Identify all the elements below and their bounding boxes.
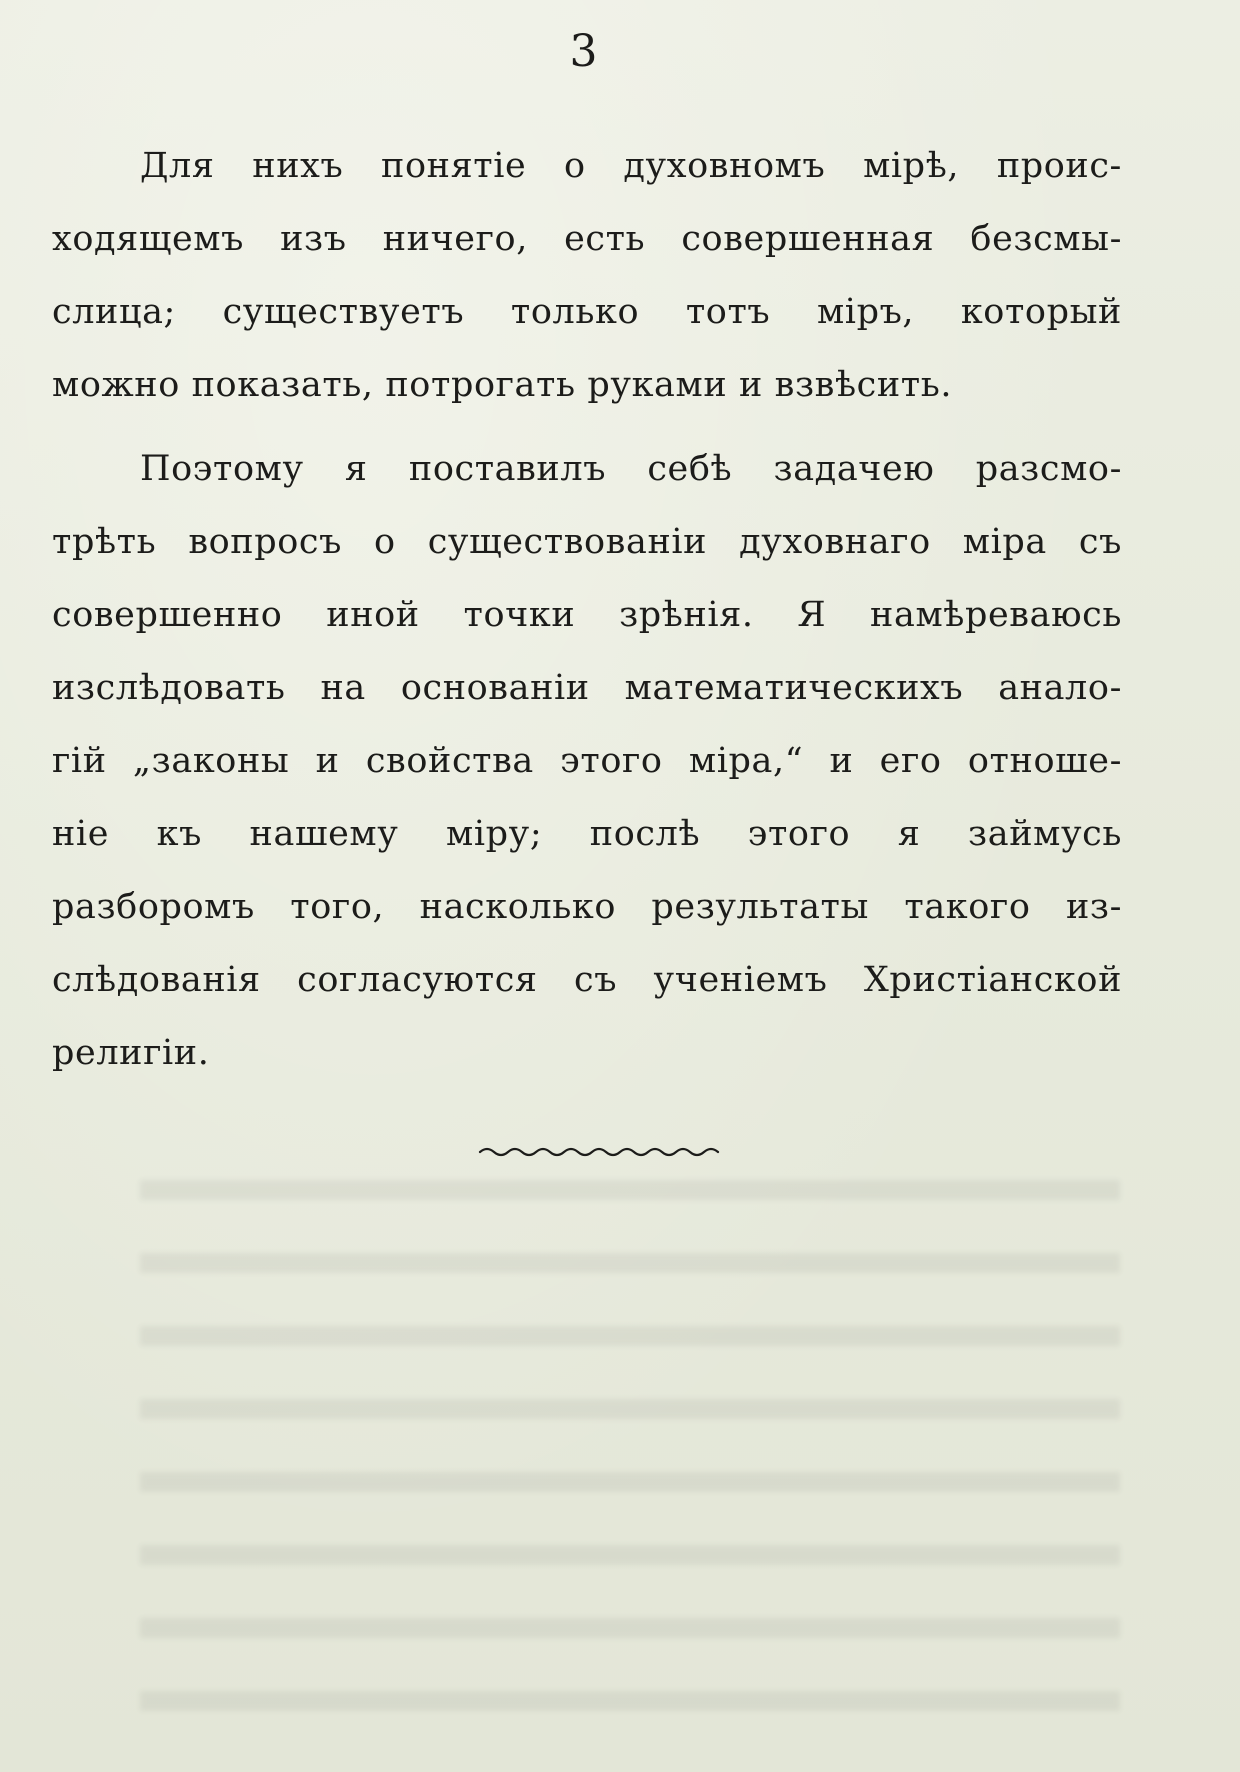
page-number: 3 [569,26,598,77]
wavy-separator-ornament [478,1140,721,1164]
show-through-background [140,1180,1120,1740]
paragraph-2 [52,433,1122,1090]
text-line: можно показать, потрогать руками и взвѣсить. [52,365,953,405]
text-line: трѣть вопросъ о существованіи духовнаго міра съ [52,522,1122,562]
text-line: разборомъ того, насколько результаты такого из- [52,887,1122,927]
text-line: слица; существуетъ только тотъ міръ, который [52,292,1122,332]
text-line: Для нихъ понятіе о духовномъ мірѣ, проис- [140,146,1122,186]
text-line: религіи. [52,1033,210,1073]
text-line: Поэтому я поставилъ себѣ задачею разсмо- [140,449,1122,489]
text-line: слѣдованія согласуются съ ученіемъ Христіанской [52,960,1122,1000]
body-text [52,130,1122,1090]
text-line: ніе къ нашему міру; послѣ этого я займусь [52,814,1122,854]
text-line: гій „законы и свойства этого міра,“ и его отноше- [52,741,1122,781]
text-line: ходящемъ изъ ничего, есть совершенная безсмы- [52,219,1122,259]
text-line: совершенно иной точки зрѣнія. Я намѣреваюсь [52,595,1122,635]
paragraph-1 [52,130,1122,422]
text-line: изслѣдовать на основаніи математическихъ анало- [52,668,1122,708]
